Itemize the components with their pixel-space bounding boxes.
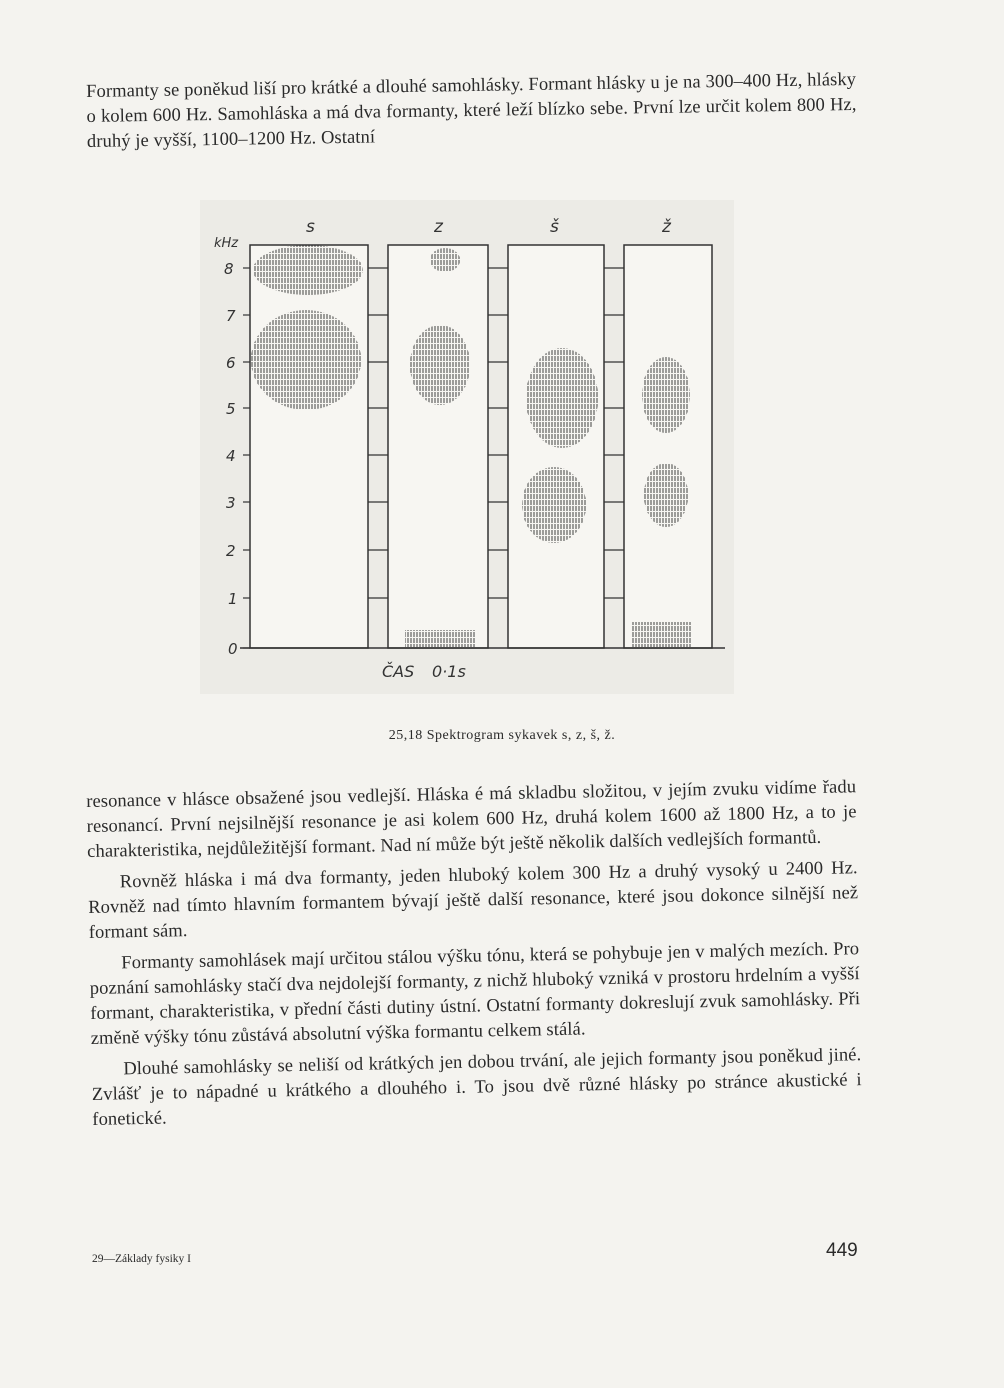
paragraph-4: Dlouhé samohlásky se neliší od krátkých jen dobou trvání, ale jejich formanty jsou poněkud jiné. Zvlášť je to nápadné u krátkého a dlouhého i. To jsou dvě různé hlásky po stránce akustické i fonetické. [91, 1045, 862, 1130]
paragraph-3: Formanty samohlásek mají určitou stálou výšku tónu, která se pohybuje jen v malých mezích. Pro poznání samohlásky stačí dva nejdolejší formanty, z nichž hluboký vzniká v prostoru hrdelním a vyšší formant, charakteristika, v přední části dutiny ústní. Ostatní formanty dokreslují zvuk samohlásky. Při změně výšky tónu zůstává absolutní výška formantu celkem stálá. [89, 939, 861, 1049]
footer-book-title: 29—Základy fysiky I [92, 1253, 192, 1265]
panel-z [388, 245, 488, 648]
spectrogram-figure [200, 200, 734, 694]
column-label-zh: ž [662, 217, 671, 237]
column-label-sh: š [550, 217, 559, 237]
figure-caption: 25,18 Spektrogram sykavek s, z, š, ž. [388, 728, 616, 743]
y-tick-7: 7 [226, 307, 236, 325]
y-tick-5: 5 [226, 400, 236, 418]
column-label-z: z [434, 217, 443, 237]
column-label-s: s [306, 217, 315, 237]
top-paragraph-text: Formanty se poněkud liší pro krátké a dlouhé samohlásky. Formant hlásky u je na 300–400 Hz, hlásky o kolem 600 Hz. Samohláska a má dva formanty, které leží blízko sebe. První lze určit kolem 800 Hz, druhý je vyšší, 1100–1200 Hz. Ostatní [86, 69, 857, 152]
bottom-paragraphs [86, 775, 862, 1133]
paragraph-1: resonance v hlásce obsažené jsou vedlejší. Hláska é má skladbu složitou, v jejím zvuku vidíme řadu resonancí. První nejsilnější resonance je asi kolem 600 Hz, druhá kolem 1600 až 1800 Hz, a to je charakteristika, nejdůležitější formant. Nad ní může být ještě několik dalších vedlejších formantů. [86, 777, 857, 862]
time-label: ČAS [382, 662, 415, 681]
y-tick-4: 4 [226, 447, 236, 465]
spectrogram-svg [200, 200, 734, 694]
paragraph-2: Rovněž hláska i má dva formanty, jeden hluboký kolem 300 Hz a druhý vysoký u 2400 Hz. Rovněž nad tímto hlavním formantem bývají ještě další resonance, které jsou dokonce silnější než formant sám. [88, 858, 859, 943]
y-tick-0: 0 [228, 640, 238, 658]
y-tick-8: 8 [224, 260, 234, 278]
panel-s [250, 245, 368, 648]
y-tick-6: 6 [226, 354, 236, 372]
unit-label: kHz [214, 236, 239, 251]
panel-zh [624, 245, 712, 648]
y-tick-2: 2 [226, 542, 236, 560]
top-paragraph [86, 68, 857, 155]
time-scale: 0·1s [432, 662, 466, 681]
y-tick-3: 3 [226, 494, 236, 512]
page-number: 449 [826, 1240, 858, 1261]
y-tick-1: 1 [228, 590, 238, 608]
